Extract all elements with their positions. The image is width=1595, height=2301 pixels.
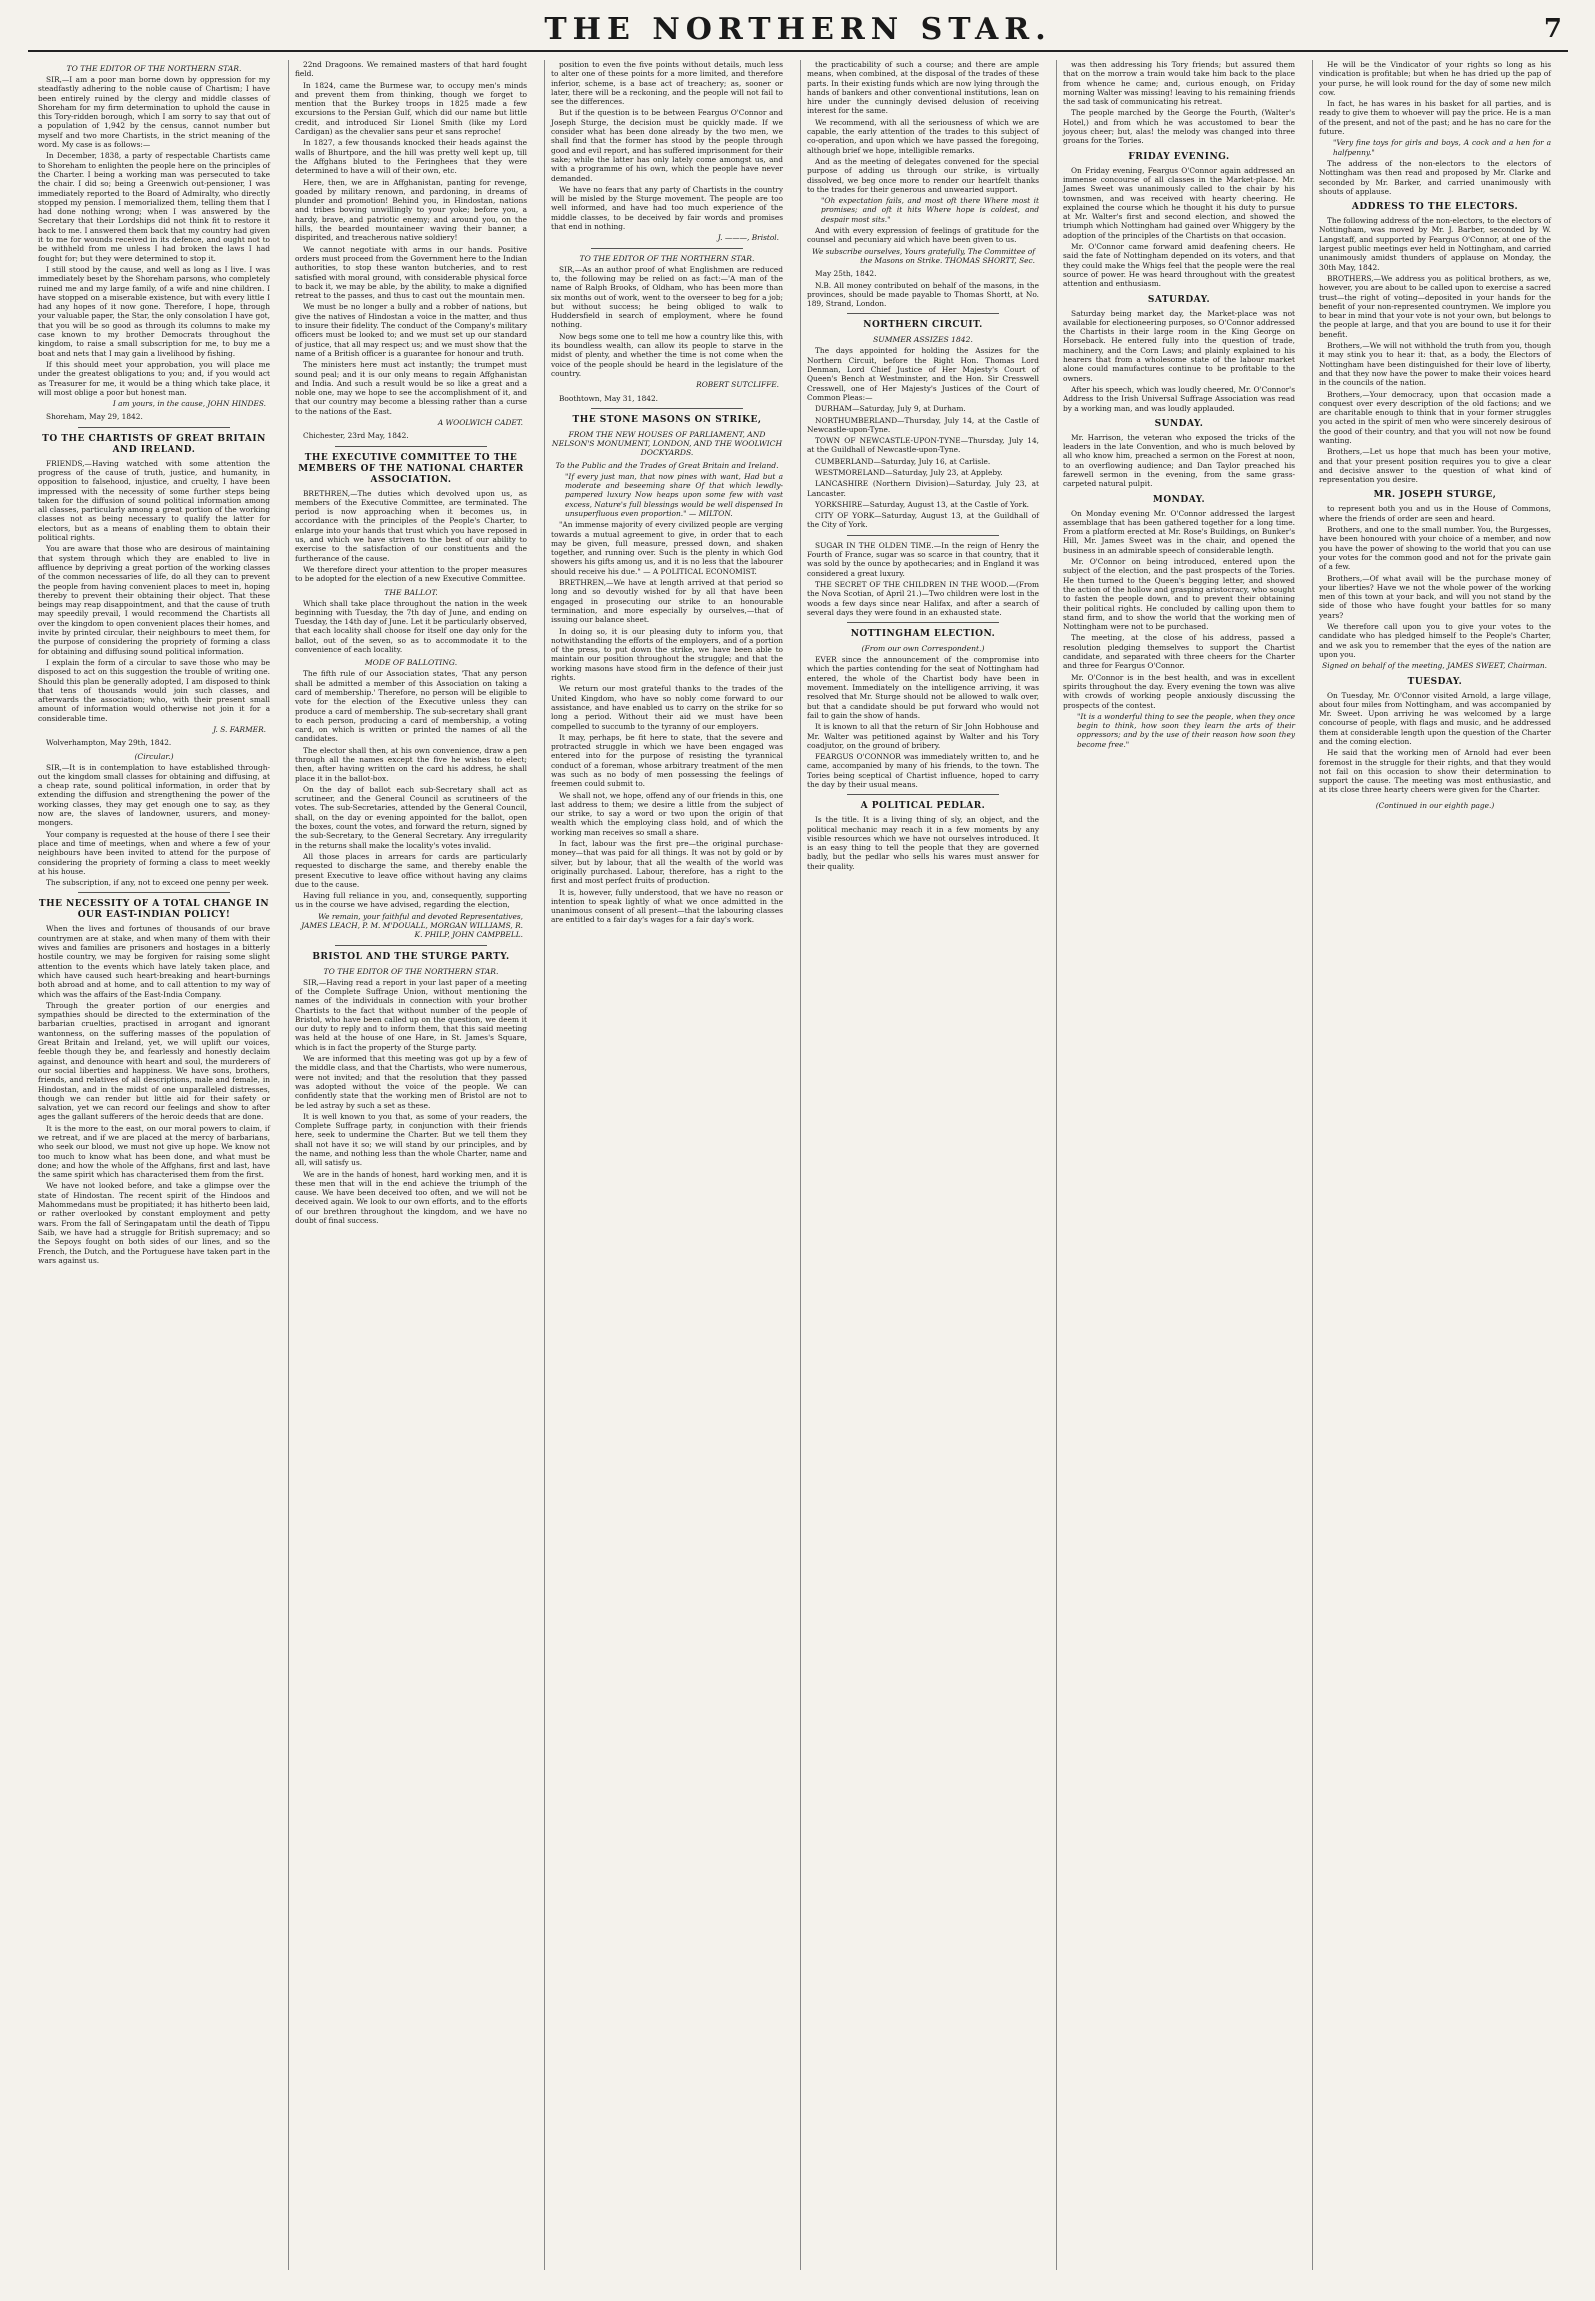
- article-paragraph: Brothers, and one to the small number. You, the Burgesses, have been honoured with your choice of a member, and now you have the power of showing to the world that you can use your votes for the common good and not for the private gain of a few.: [1319, 525, 1551, 572]
- column-5: [1056, 60, 1301, 2270]
- column-6: [1312, 60, 1557, 2270]
- article-paragraph: On Friday evening, Feargus O'Connor again addressed an immense concourse of all classes in the Market-place. Mr. James Sweet was unanimously called to the chair by his townsmen, and was received with hearty cheering. He explained the course which he thought it his duty to pursue at Mr. Walter's first and second election, and showed the triumph which Nottingham had gained over Whiggery by the adoption of the principles of the Chartists on that occasion.: [1063, 165, 1295, 240]
- newspaper-title: THE NORTHERN STAR.: [544, 12, 1052, 47]
- article-paragraph: Chichester, 23rd May, 1842.: [303, 431, 409, 441]
- article-paragraph: Mr. Harrison, the veteran who exposed the tricks of the leaders in the late Convention, and who is much beloved by all who know him, preached a sermon on the Forest at noon, to an overflowing audience; and Dan Taylor preached his farewell sermon in the evening, from the same grass-carpeted natural pulpit.: [1063, 432, 1295, 489]
- article-paragraph: N.B. All money contributed on behalf of the masons, in the provinces, should be made payable to Thomas Shortt, at No. 189, Strand, London.: [807, 280, 1039, 309]
- article-paragraph: May 25th, 1842.: [815, 269, 877, 279]
- verse-quote: "If every just man, that now pines with want, Had but a moderate and beseeming share Of that which lewdly-pampered luxury Now heaps upon some few with vast excess, Nature's full blessings would be well dispensed In unsuperfluous even proportion." — MILTON.: [565, 471, 783, 518]
- article-paragraph: FEARGUS O'CONNOR was immediately written to, and he came, accompanied by many of his friends, to the town. The Tories being sceptical of Chartist influence, hoped to carry the day by their usual means.: [807, 752, 1039, 789]
- signature: A WOOLWICH CADET.: [437, 417, 523, 427]
- article-heading: NORTHERN CIRCUIT.: [863, 320, 983, 331]
- article-paragraph: You are aware that those who are desirous of maintaining that system through which they are enabled to live in affluence by depriving a great portion of the working classes of the common necessaries of life, do all they can to prevent the people from having convenient places to meet in, hoping thereby to prevent their obtaining their object. That these beings may reap disappointment, and that the cause of truth may speedily prevail, I would recommend the Chartists all over the kingdom to open convenient places their homes, and invite by printed circular, their neighbours to meet them, for the purpose of considering the propriety of forming a class for obtaining and diffusing sound political information.: [38, 544, 270, 656]
- article-paragraph: In doing so, it is our pleasing duty to inform you, that notwithstanding the efforts of the employers, and of a portion of the press, to put down the strike, we have been able to maintain our position throughout the struggle; and that the working masons have stood firm in the defence of their just rights.: [551, 626, 783, 683]
- article-paragraph: Now begs some one to tell me how a country like this, with its boundless wealth, can allow its people to starve in the midst of plenty, and whether the time is not come when the voice of the people should be heard in the legislature of the country.: [551, 331, 783, 378]
- article-paragraph: BRETHREN,—The duties which devolved upon us, as members of the Executive Committee, are terminated. The period is now approaching when it becomes us, in accordance with the principles of the People's Charter, to enlarge into your hands that trust which you have reposed in us, and which we have striven to the best of our ability to exercise to the satisfaction of our constituents and the furtherance of the cause.: [295, 488, 527, 563]
- article-heading: MONDAY.: [1152, 494, 1206, 505]
- article-heading: BRISTOL AND THE STURGE PARTY.: [312, 951, 510, 962]
- article-paragraph: Which shall take place throughout the nation in the week beginning with Tuesday, the 7th day of June, and ending on Tuesday, the 14th day of June. Let it be particularly observed, that each locality shall choose for itself one day only for the ballot, out of the seven, so as to accommodate it to the convenience of each locality.: [295, 598, 527, 655]
- article-paragraph: SIR,—It is in contemplation to have established through-out the kingdom small classes for obtaining and diffusing, at a cheap rate, sound political information, in order that by extending the diffusion and strengthening the power of the working classes, they may get enough one to say, as they now are, the slaves of landowner, usurers, and money-mongers.: [38, 762, 270, 828]
- column-4: [800, 60, 1045, 2270]
- article-paragraph: It is well known to you that, as some of your readers, the Complete Suffrage party, in conjunction with their friends here, seek to undermine the Charter. But we tell them they shall not have it so; we will stand by our principles, and by the name, and nothing less than the whole Charter, name and all, will satisfy us.: [295, 1111, 527, 1168]
- article-paragraph: We cannot negotiate with arms in our hands. Positive orders must proceed from the Government here to the Indian authorities, to stop these wanton butcheries, and to rest satisfied with moral ground, with considerable physical force to back it, we may be able, by the ability, to make a dignified retreat to the passes, and thus to cast out the mountain men.: [295, 244, 527, 301]
- article-paragraph: The elector shall then, at his own convenience, draw a pen through all the names except the five he wishes to elect; then, after having written on the card his address, he shall place it in the ballot-box.: [295, 745, 527, 783]
- article-paragraph: It is known to all that the return of Sir John Hobhouse and Mr. Walter was petitioned against by Walter and his Tory coadjutor, on the ground of bribery.: [807, 722, 1039, 750]
- article-paragraph: It is the more to the east, on our moral powers to claim, if we retreat, and if we are placed at the mercy of barbarians, who seek our blood, we must not give up hope. We know not too much to know what has been done, and what must be done; and how the whole of the Affghans, first and last, have the same spirit which has characterised them from the first.: [38, 1123, 270, 1180]
- article-paragraph: Saturday being market day, the Market-place was not available for electioneering purposes, so O'Connor addressed the Chartists in their large room in the King George on Horseback. He entered fully into the question of trade, machinery, and the Corn Laws; and plainly explained to his hearers that from a wholesome state of the labour market alone could manufactures continue to be profitable to the owners.: [1063, 308, 1295, 383]
- section-rule: [847, 622, 999, 623]
- article-paragraph: SIR,—I am a poor man borne down by oppression for my steadfastly adhering to the noble cause of Chartism; I have been entirely ruined by the clergy and middle classes of Shoreham for my firm determination to uphold the cause in this Tory-ridden borough, which I am sorry to say that out of a population of 1,942 by the census, cannot number but myself and two more Chartists, in the strict meaning of the word. My case is as follows:—: [38, 75, 270, 150]
- article-heading: SUNDAY.: [1154, 418, 1204, 429]
- article-subheading: TO THE EDITOR OF THE NORTHERN STAR.: [579, 253, 755, 263]
- signature: We remain, your faithful and devoted Representatives, JAMES LEACH, P. M. M'DOUALL, MORGAN WILLIAMS, R. K. PHILP, JOHN CAMPBELL.: [301, 911, 523, 940]
- article-subheading: (Circular.): [134, 751, 174, 761]
- article-paragraph: Your company is requested at the house of there I see their place and time of meetings, when and where a few of your neighbours have been invited to attend for the purpose of considering the propriety of forming a class to meet weekly at his house.: [38, 829, 270, 876]
- article-paragraph: In fact, he has wares in his basket for all parties, and is ready to give them to whoever will pay the price. He is a man of the present, and not of the past; and he has no care for the future.: [1319, 99, 1551, 137]
- article-paragraph: the practicability of such a course; and there are ample means, when combined, at the disposal of the trades of these parts. In their existing funds which are now lying through the hands of bankers and other conventional institutions, lean on hire under the cunningly devised delusion of receiving interest for the same.: [807, 60, 1039, 116]
- article-paragraph: We are in the hands of honest, hard working men, and it is these men that will in the end achieve the triumph of the cause. We have been deceived too often, and we will not be deceived again. We look to our own efforts, and to the efforts of our brethren throughout the kingdom, and we have no doubt of final success.: [295, 1169, 527, 1226]
- article-heading: FRIDAY EVENING.: [1128, 151, 1230, 162]
- article-paragraph: was then addressing his Tory friends; but assured them that on the morrow a train would take him back to the place from whence he came; and, curious enough, on Friday morning Walter was missing! leaving to his remaining friends the sad task of communicating his retreat.: [1063, 60, 1295, 107]
- masthead: [28, 10, 1568, 52]
- article-paragraph: All those places in arrears for cards are particularly requested to discharge the same, and thereby enable the present Executive to leave office without having any claims due to the cause.: [295, 851, 527, 889]
- signature: ROBERT SUTCLIFFE.: [696, 380, 779, 390]
- article-paragraph: Brothers,—We will not withhold the truth from you, though it may stink you to hear it: that, as a body, the Electors of Nottingham have been distinguished for their love of liberty, and that they now have the power to make their voices heard in the councils of the nation.: [1319, 341, 1551, 388]
- section-rule: [78, 427, 230, 428]
- section-rule: [591, 248, 743, 249]
- article-paragraph: We have not looked before, and take a glimpse over the state of Hindostan. The recent spirit of the Hindoos and Mahommedans must be propitiated; it has hitherto been laid, or rather overlooked by constant employment and petty wars. From the fall of Seringapatam until the death of Tippu Saib, we have had a struggle for British supremacy; and so the Sepoys fought on both sides of our lines, and so the French, the Dutch, and the Portuguese have taken part in the wars against us.: [38, 1181, 270, 1265]
- article-paragraph: The ministers here must act instantly; the trumpet must sound peal; and it is our only means to regain Affghanistan and India. And such a result would be so like a great and a noble one, may we hope to see the accomplishment of it, and that our country may become a blessing rather than a curse to the nations of the East.: [295, 360, 527, 416]
- article-heading: TO THE CHARTISTS OF GREAT BRITAIN AND IRELAND.: [42, 433, 266, 455]
- article-paragraph: "An immense majority of every civilized people are verging towards a mutual agreement to give, in order that to each may be given, full measure, pressed down, and shaken together, and running over. Such is the plenty in which God showers his gifts among us, and it is no less that the labourer should receive his due." — A POLITICAL ECONOMIST.: [551, 520, 783, 576]
- article-paragraph: It is, however, fully understood, that we have no reason or intention to speak lightly of what we once admitted in the unanimous consent of all present—that the labouring classes are entitled to a fair day's wages for a fair day's work.: [551, 887, 783, 925]
- article-paragraph: On Monday evening Mr. O'Connor addressed the largest assemblage that has been gathered together for a long time. From a platform erected at Mr. Rose's Buildings, on Bunker's Hill, Mr. James Sweet was in the chair, and opened the business in an admirable speech of considerable length.: [1063, 508, 1295, 555]
- article-paragraph: CUMBERLAND—Saturday, July 16, at Carlisle.: [815, 456, 991, 466]
- article-paragraph: But if the question is to be between Feargus O'Connor and Joseph Sturge, the decision must be quickly made. If we consider what has been done already by the two men, we shall find that the former has stood by the people through good and evil report, and has suffered imprisonment for their sake; while the latter has only lately come amongst us, and with a programme of his own, which the people have never demanded.: [551, 108, 783, 183]
- article-paragraph: We are informed that this meeting was got up by a few of the middle class, and that the Chartists, who were numerous, were not invited; and that the resolution that they passed was adopted without the voice of the people. We can confidently state that the working men of Bristol are not to be led astray by such a set as these.: [295, 1054, 527, 1110]
- article-paragraph: We have no fears that any party of Chartists in the country will be misled by the Sturge movement. The people are too well informed, and have had too much experience of the middle classes, to be deceived by fair words and promises that end in nothing.: [551, 184, 783, 232]
- article-heading: A POLITICAL PEDLAR.: [860, 801, 986, 812]
- article-paragraph: When the lives and fortunes of thousands of our brave countrymen are at stake, and when many of them with their wives and families are prisoners and hostages in a bitterly hostile country, we may be forgiven for raising some slight attention to the events which have lately taken place, and which have caused such heart-breaking and heart-burnings both abroad and at home, and to call attention to my way of which was the affairs of the East-India Company.: [38, 924, 270, 999]
- article-heading: THE EXECUTIVE COMMITTEE TO THE MEMBERS OF THE NATIONAL CHARTER ASSOCIATION.: [298, 452, 524, 485]
- article-paragraph: We recommend, with all the seriousness of which we are capable, the early attention of the trades to this subject of co-operation, and upon which we have passed the foregoing, although brief we hope, intelligible remarks.: [807, 117, 1039, 155]
- article-subheading: FROM THE NEW HOUSES OF PARLIAMENT, AND NELSON'S MONUMENT, LONDON, AND THE WOOLWICH DOCKYARDS.: [551, 429, 783, 457]
- article-paragraph: SIR,—Having read a report in your last paper of a meeting of the Complete Suffrage Union, without mentioning the names of the individuals in connection with your brother Chartists to the fact that without number of the people of Bristol, who have been called up on the question, we deem it our duty to reply and to inform them, that this said meeting was held at the house of one Hare, in St. James's Square, which is in fact the property of the Sturge party.: [295, 977, 527, 1052]
- article-paragraph: Shoreham, May 29, 1842.: [46, 412, 143, 422]
- section-rule: [78, 892, 230, 893]
- article-paragraph: Brothers,—Of what avail will be the purchase money of your liberties? Have we not the whole power of the working men of this town at your back, and will you not stand by the side of those who have fought your battles for so many years?: [1319, 573, 1551, 620]
- article-paragraph: Brothers,—Your democracy, upon that occasion made a conquest over every description of the old factions; and we are charitable enough to think that in your former struggles you acted in the spirit of men who were sincerely desirous of the good of their country, and that you will not now be found wanting.: [1319, 389, 1551, 445]
- article-paragraph: After his speech, which was loudly cheered, Mr. O'Connor's Address to the Irish Universal Suffrage Association was read by a working man, and was loudly applauded.: [1063, 384, 1295, 413]
- signature: We subscribe ourselves, Yours gratefully, The Committee of the Masons on Strike. THOMAS SHORTT, Sec.: [812, 246, 1035, 265]
- article-paragraph: Mr. O'Connor on being introduced, entered upon the subject of the election, and the past prospects of the Tories. He then turned to the Queen's begging letter, and showed the action of the hollow and grasping aristocracy, who sought to fasten the people down, and to prevent their obtaining their political rights. He concluded by calling upon them to stand firm, and to show the world that the working men of Nottingham were not to be purchased.: [1063, 557, 1295, 632]
- article-paragraph: Boothtown, May 31, 1842.: [559, 393, 659, 403]
- article-paragraph: The people marched by the George the Fourth, (Walter's Hotel,) and from which he was accustomed to bear the joyous cheer; but, alas! the melody was changed into three groans for the Tories.: [1063, 108, 1295, 146]
- column-3: [544, 60, 789, 2270]
- article-paragraph: WESTMORELAND—Saturday, July 23, at Appleby.: [815, 467, 1003, 477]
- continuation-note: (Continued in our eighth page.): [1375, 800, 1495, 810]
- article-paragraph: In December, 1838, a party of respectable Chartists came to Shoreham to enlighten the people here on the principles of the Charter. I being a working man was persecuted to take the chair. I did so; being a Greenwich out-pensioner, I was immediately reported to the Board of Admiralty, who directly stopped my pension. I memorialized them, telling them that I had done nothing wrong; when I was answered by the Secretary that their Lordships did not think fit to restore it back to me. I answered them back that my country had given it to me for wounds received in its defence, and ought not to be withheld from me unless I had broken the laws I had fought for; but they were determined to stop it.: [38, 151, 270, 263]
- section-rule: [847, 794, 999, 795]
- article-subheading: THE BALLOT.: [384, 587, 438, 597]
- article-paragraph: We must be no longer a bully and a robber of nations, but give the natives of Hindostan a voice in the matter, and thus to insure their fidelity. The conduct of the Company's military officers must be looked to; and we must set up our standard of justice, that all may respect us; and we must show that the name of a British officer is a guarantee for honour and truth.: [295, 302, 527, 358]
- column-2: [288, 60, 533, 2270]
- article-paragraph: SIR,—As an author proof of what Englishmen are reduced to, the following may be relied on as fact:—'A man of the name of Ralph Brooks, of Oldham, who has been more than six months out of work, went to the overseer to beg for a job; but without success; he being obliged to walk to Huddersfield in search of employment, where he found nothing.: [551, 264, 783, 330]
- article-paragraph: The meeting, at the close of his address, passed a resolution pledging themselves to support the Chartist candidate, and separated with three cheers for the Charter and three for Feargus O'Connor.: [1063, 633, 1295, 671]
- section-rule: [591, 408, 743, 409]
- article-subheading: SUMMER ASSIZES 1842.: [873, 335, 973, 345]
- article-paragraph: TOWN OF NEWCASTLE-UPON-TYNE—Thursday, July 14, at the Guildhall of Newcastle-upon-Tyne.: [807, 436, 1039, 455]
- article-paragraph: Wolverhampton, May 29th, 1842.: [46, 738, 172, 748]
- article-paragraph: I still stood by the cause, and well as long as I live. I was immediately beset by the Shoreham parsons, who completely ruined me and my large family, of a wife and nine children. I have stopped on a miserable existence, but with every little I had any hopes of it now gone. Therefore, I hope, through your valuable paper, the Star, the only consolation I have got, that you will be so good as through its columns to make my case known to my brother Democrats throughout the kingdom, to raise a small subscription for me, to buy me a boat and nets that I may gain a livelihood by fishing.: [38, 264, 270, 358]
- article-paragraph: BROTHERS,—We address you as political brothers, as we, however, you are about to be called upon to exercise a sacred trust—the right of voting—deposited in your hands for the benefit of your non-represented countrymen. We implore you to bear in mind that your vote is not your own, but belongs to the people at large, and that you are bound to use it for their benefit.: [1319, 273, 1551, 339]
- article-paragraph: CITY OF YORK—Saturday, August 13, at the Guildhall of the City of York.: [807, 511, 1039, 530]
- article-subheading: TO THE EDITOR OF THE NORTHERN STAR.: [323, 966, 499, 976]
- article-paragraph: In 1824, came the Burmese war, to occupy men's minds and prevent them from thinking, though we forget to mention that the Burkey troops in 1825 made a few excursions to the Persian Gulf, which did our name but little credit, and introduced Sir Lionel Smith (like my Lord Cardigan) as the chevalier sans peur et sans reproche!: [295, 80, 527, 137]
- article-subheading: (From our own Correspondent.): [861, 644, 985, 654]
- signature: I am yours, in the cause, JOHN HINDES.: [112, 399, 266, 409]
- article-paragraph: The fifth rule of our Association states, 'That any person shall be admitted a member of this Association on taking a card of membership.' Therefore, no person will be eligible to vote for the election of the Executive unless they can produce a card of membership. The sub-secretary shall grant to each person, producing a card of membership, a voting card, on which is written or printed the names of all the candidates.: [295, 669, 527, 744]
- article-paragraph: BRETHREN,—We have at length arrived at that period so long and so devoutly wished for by all that have been engaged in prosecuting our strike to an honourable termination, and more especially by ourselves,—that of issuing our balance sheet.: [551, 578, 783, 625]
- article-paragraph: Brothers,—Let us hope that much has been your motive, and that your present position requires you to give a clear and decisive answer to the question of what kind of representation you desire.: [1319, 447, 1551, 485]
- article-heading: SATURDAY.: [1147, 294, 1211, 305]
- verse-quote: "It is a wonderful thing to see the people, when they once begin to think, how soon they learn the arts of their oppressors; and by the use of their reason how soon they become free.": [1077, 711, 1295, 749]
- signature: J. ———, Bristol.: [717, 233, 779, 243]
- article-paragraph: The following address of the non-electors, to the electors of Nottingham, was moved by Mr. J. Barber, seconded by W. Langstaff, and supported by Feargus O'Connor, at one of the largest public meetings ever held in Nottingham, and carried unanimously amidst thunders of applause on Monday, the 30th May, 1842.: [1319, 216, 1551, 272]
- article-paragraph: The days appointed for holding the Assizes for the Northern Circuit, before the Right Hon. Thomas Lord Denman, Lord Chief Justice of Her Majesty's Court of Queen's Bench at Westminster, and the Hon. Sir Cresswell Cresswell, one of Her Majesty's Justices of the Court of Common Pleas:—: [807, 346, 1039, 402]
- section-rule: [847, 313, 999, 314]
- article-heading: THE STONE MASONS ON STRIKE,: [572, 414, 762, 425]
- article-paragraph: 22nd Dragoons. We remained masters of that hard fought field.: [295, 60, 527, 79]
- article-paragraph: We therefore call upon you to give your votes to the candidate who has pledged himself to the People's Charter, and we ask you to remember that the eyes of the nation are upon you.: [1319, 622, 1551, 659]
- article-paragraph: We return our most grateful thanks to the trades of the United Kingdom, who have so nobly come forward to our assistance, and have enabled us to carry on the strike for so long a period. Without their aid we must have been compelled to succumb to the tyranny of our employers.: [551, 684, 783, 731]
- article-paragraph: LANCASHIRE (Northern Division)—Saturday, July 23, at Lancaster.: [807, 479, 1039, 498]
- article-paragraph: The address of the non-electors to the electors of Nottingham was then read and proposed by Mr. Clarke and seconded by Mr. Barker, and carried unanimously with shouts of applause.: [1319, 158, 1551, 196]
- article-paragraph: If this should meet your approbation, you will place me under the greatest obligations to you; and, if you would act as Treasurer for me, it would be a thing which take place, it will most oblige a poor but honest man.: [38, 359, 270, 397]
- article-columns: [28, 60, 1568, 2270]
- signature: Signed on behalf of the meeting, JAMES SWEET, Chairman.: [1322, 661, 1547, 671]
- article-subheading: TO THE EDITOR OF THE NORTHERN STAR.: [66, 64, 242, 73]
- article-paragraph: We therefore direct your attention to the proper measures to be adopted for the election of a new Executive Committee.: [295, 564, 527, 584]
- page-number: 7: [1543, 14, 1562, 44]
- article-paragraph: In 1827, a few thousands knocked their heads against the walls of Bhurtpore, and the hill was pretty well kept up, till the Affghans bluted to the Feringhees that they were determined to have a will of their own, etc.: [295, 138, 527, 176]
- article-paragraph: He said that the working men of Arnold had ever been foremost in the struggle for their rights, and that they would not fail on this occasion to show their determination to support the cause. The meeting was most enthusiastic, and at its close three hearty cheers were given for the Charter.: [1319, 748, 1551, 795]
- section-rule: [335, 945, 487, 946]
- article-paragraph: DURHAM—Saturday, July 9, at Durham.: [815, 404, 966, 414]
- article-paragraph: EVER since the announcement of the compromise into which the parties contending for the seat of Nottingham had entered, the whole of the Chartist body have been in movement. Immediately on the intelligence arriving, it was resolved that Mr. Sturge should not be allowed to walk over, but that a candidate should be put forward who would not fail to gain the show of hands.: [807, 655, 1039, 720]
- section-rule: [847, 535, 999, 536]
- article-paragraph: On the day of ballot each sub-Secretary shall act as scrutineer, and the General Council as scrutineers of the votes. The sub-Secretaries, attended by the General Council, shall, on the day or evening appointed for the ballot, open the boxes, count the votes, and forward the return, signed by the sub-Secretary, to the General Secretary. Any irregularity in the returns shall make the locality's votes invalid.: [295, 784, 527, 850]
- article-paragraph: to represent both you and us in the House of Commons, where the friends of order are seen and heard.: [1319, 504, 1551, 523]
- article-paragraph: NORTHUMBERLAND—Thursday, July 14, at the Castle of Newcastle-upon-Tyne.: [807, 415, 1039, 434]
- article-paragraph: I explain the form of a circular to save those who may be disposed to act on this suggestion the trouble of writing one. Should this plan be generally adopted, I am disposed to think that tens of thousands would join such classes, and afterwards the association; who, with their present small amount of information would otherwise not join it for a considerable time.: [38, 657, 270, 723]
- article-heading: TUESDAY.: [1407, 676, 1463, 687]
- article-heading: THE NECESSITY OF A TOTAL CHANGE IN OUR EAST-INDIAN POLICY!: [38, 899, 270, 921]
- section-rule: [335, 446, 487, 447]
- article-paragraph: SUGAR IN THE OLDEN TIME.—In the reign of Henry the Fourth of France, sugar was so scarce in that country, that it was sold by the ounce by apothecaries; and in England it was considered a great luxury.: [807, 540, 1039, 578]
- article-paragraph: And as the meeting of delegates convened for the special purpose of adding us through our strike, is virtually dissolved, we beg once more to render our heartfelt thanks to the trades for their generous and unwearied support.: [807, 156, 1039, 194]
- article-paragraph: It may, perhaps, be fit here to state, that the severe and protracted struggle in which we have been engaged was entered into for the purpose of resisting the tyrannical conduct of a foreman, whose arbitrary treatment of the men was such as no body of men possessing the feelings of freemen could submit to.: [551, 732, 783, 789]
- signature: J. S. FARMER.: [213, 725, 266, 734]
- article-paragraph: On Tuesday, Mr. O'Connor visited Arnold, a large village, about four miles from Nottingham, and was accompanied by Mr. Sweet. Upon arriving he was welcomed by a large concourse of people, with flags and music, and he addressed them at considerable length upon the question of the Charter and the coming election.: [1319, 690, 1551, 746]
- article-paragraph: Through the greater portion of our energies and sympathies should be directed to the extermination of the barbarian cruelties, practised in arrogant and ignorant wantonness, on the suffering masses of the population of Great Britain and Ireland, yet, we will uplift our voices, feeble though they be, and fearlessly and honestly declaim against, and denounce with heart and soul, the murderers of our social liberties and happiness. We have sons, brothers, friends, and relatives of all descriptions, male and female, in Hindostan, and in the midst of one unparalleled distresses, though we can render but little aid for their safety or salvation, yet we can record our feelings and show to after ages the gallant sufferers of the heroic deeds that are done.: [38, 1000, 270, 1122]
- column-1: [32, 60, 276, 2270]
- article-paragraph: position to even the five points without details, much less to alter one of these points for a more limited, and therefore inferior, scheme, is a base act of treachery; as, sooner or later, there will be a reckoning, and the people will not fail to see the differences.: [551, 60, 783, 107]
- article-paragraph: He will be the Vindicator of your rights so long as his vindication is profitable; but when he has dried up the pap of your purse, he will look round for the day of some new milch cow.: [1319, 60, 1551, 97]
- article-paragraph: In fact, labour was the first pre—the original purchase-money—that was paid for all things. It was not by gold or by silver, but by labour, that all the wealth of the world was originally purchased. Labour, therefore, has a right to the first and most perfect fruits of production.: [551, 839, 783, 886]
- verse-quote: "Very fine toys for girls and boys, A cock and a hen for a halfpenny.": [1333, 138, 1551, 157]
- article-paragraph: FRIENDS,—Having watched with some attention the progress of the cause of truth, justice, and humanity, in opposition to falsehood, injustice, and cruelty, I have been impressed with the necessity of some further steps being taken for the diffusion of sound political information among all classes, particularly among a great portion of the working classes not as being necessary to qualify the latter for electors, but as a means of enabling them to obtain their political rights.: [38, 458, 270, 543]
- article-paragraph: We shall not, we hope, offend any of our friends in this, one last address to them; we desire a little from the subject of our strike, to say a word or two upon the origin of that wealth which the employing class hold, and of which the working man receives so small a share.: [551, 790, 783, 837]
- article-heading: NOTTINGHAM ELECTION.: [850, 629, 996, 640]
- article-heading: ADDRESS TO THE ELECTORS.: [1351, 202, 1519, 213]
- article-paragraph: Mr. O'Connor is in the best health, and was in excellent spirits throughout the day. Every evening the town was alive with crowds of working people anxiously discussing the prospects of the contest.: [1063, 672, 1295, 710]
- article-paragraph: Mr. O'Connor came forward amid deafening cheers. He said the fate of Nottingham depended on its voters, and that they could make the Whigs feel that the people were the real source of power. He was heard throughout with the greatest attention and enthusiasm.: [1063, 242, 1295, 289]
- article-subheading: MODE OF BALLOTING.: [364, 658, 458, 668]
- article-subheading: To the Public and the Trades of Great Britain and Ireland.: [555, 460, 779, 470]
- article-paragraph: YORKSHIRE—Saturday, August 13, at the Castle of York.: [815, 499, 1030, 509]
- article-paragraph: The subscription, if any, not to exceed one penny per week.: [46, 878, 269, 888]
- verse-quote: "Oh expectation fails, and most oft there Where most it promises; and oft it hits Where hope is coldest, and despair most sits.": [821, 196, 1039, 224]
- article-paragraph: THE SECRET OF THE CHILDREN IN THE WOOD.—(From the Nova Scotian, of April 21.)—Two children were lost in the woods a few days since near Halifax, and after a search of several days they were found in an exhausted state.: [807, 579, 1039, 617]
- newspaper-page: [28, 10, 1568, 2290]
- article-paragraph: Having full reliance in you, and, consequently, supporting us in the course we have advised, regarding the election,: [295, 891, 527, 910]
- article-paragraph: Here, then, we are in Affghanistan, panting for revenge, goaded by military renown, and pardoning, in dreams of plunder and promotion! Behind you, in Hindostan, nations and tribes bowing unwillingly to your yoke; before you, a hardy, brave, and patriotic enemy; and around you, on the hills, the bearded mountaineer waving their banner, a dispirited, and treacherous native soldiery!: [295, 177, 527, 243]
- article-paragraph: Is the title. It is a living thing of sly, an object, and the political mechanic may reach it in a few moments by any visible resources which we have not ourselves introduced. It is an easy thing to tell the people that they are governed badly, but the pedlar who sells his wares must answer for their quality.: [807, 815, 1039, 871]
- article-heading: MR. JOSEPH STURGE,: [1373, 490, 1497, 501]
- article-paragraph: And with every expression of feelings of gratitude for the counsel and pecuniary aid which have been given to us.: [807, 226, 1039, 245]
